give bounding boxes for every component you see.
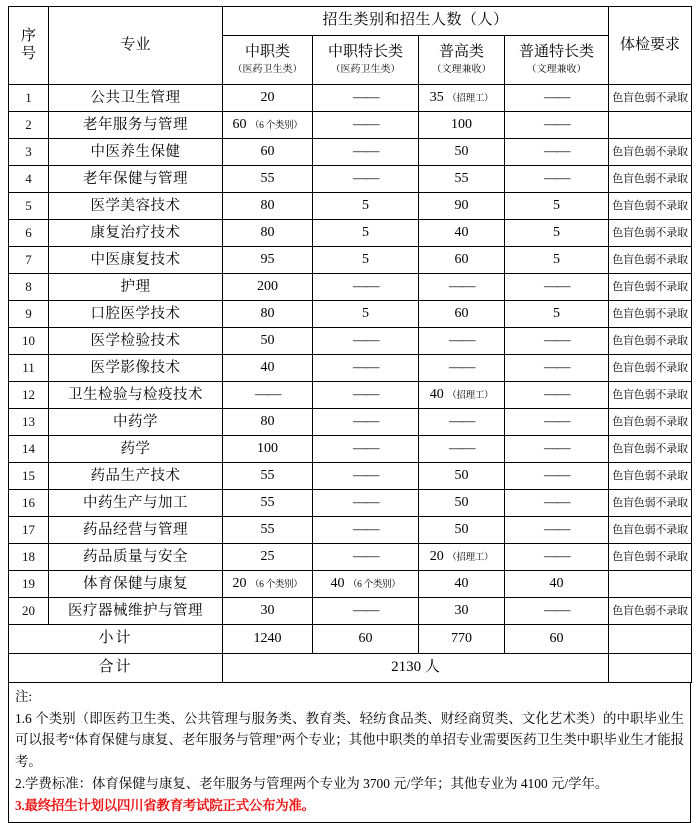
row-sequence: 8 bbox=[9, 274, 49, 301]
subtotal-pugao: 770 bbox=[419, 625, 505, 654]
row-pugao-count-value: 50 bbox=[454, 467, 469, 483]
row-pugao-count-value: 50 bbox=[454, 143, 469, 159]
table-row bbox=[9, 409, 692, 436]
row-zhongzhi-count bbox=[223, 166, 313, 193]
row-sequence: 18 bbox=[9, 544, 49, 571]
row-zhongzhi-count bbox=[223, 328, 313, 355]
header-sequence-line1: 序 bbox=[20, 28, 36, 45]
row-zhongzhi-techang-count bbox=[313, 355, 419, 382]
row-zhongzhi-techang-count-value: 40 bbox=[330, 575, 345, 591]
row-pugao-count-value: 30 bbox=[454, 602, 469, 618]
row-pugao-count bbox=[419, 328, 505, 355]
row-zhongzhi-count bbox=[223, 490, 313, 517]
row-zhongzhi-techang-count-value: —— bbox=[353, 143, 378, 159]
row-putong-techang-count: —— bbox=[505, 355, 609, 382]
row-medical-requirement: 色盲色弱不录取 bbox=[609, 166, 692, 193]
table-row bbox=[9, 517, 692, 544]
row-pugao-count-value: 20 bbox=[429, 548, 444, 564]
row-pugao-count-value: —— bbox=[449, 413, 474, 429]
row-putong-techang-count: —— bbox=[505, 139, 609, 166]
row-pugao-count-value: 40 bbox=[454, 224, 469, 240]
row-zhongzhi-count bbox=[223, 571, 313, 598]
row-medical-requirement bbox=[609, 112, 692, 139]
row-sequence: 15 bbox=[9, 463, 49, 490]
table-row bbox=[9, 301, 692, 328]
header-medical: 体检要求 bbox=[609, 7, 692, 85]
row-sequence: 6 bbox=[9, 220, 49, 247]
row-pugao-count-value: —— bbox=[449, 359, 474, 375]
row-zhongzhi-techang-count-value: —— bbox=[353, 494, 378, 510]
row-zhongzhi-count-value: 25 bbox=[260, 548, 275, 564]
row-zhongzhi-count-value: 95 bbox=[260, 251, 275, 267]
row-putong-techang-count: —— bbox=[505, 382, 609, 409]
row-pugao-count bbox=[419, 355, 505, 382]
row-major-name: 药学 bbox=[49, 436, 223, 463]
row-pugao-count bbox=[419, 517, 505, 544]
header-sequence bbox=[9, 7, 49, 85]
row-zhongzhi-techang-count bbox=[313, 220, 419, 247]
row-zhongzhi-count bbox=[223, 193, 313, 220]
row-putong-techang-count: —— bbox=[505, 517, 609, 544]
row-zhongzhi-techang-count bbox=[313, 328, 419, 355]
row-zhongzhi-count-value: 55 bbox=[260, 170, 275, 186]
header-category-zhongzhi-techang-sub: （医药卫生类） bbox=[330, 64, 401, 75]
row-major-name: 体育保健与康复 bbox=[49, 571, 223, 598]
row-medical-requirement: 色盲色弱不录取 bbox=[609, 598, 692, 625]
table-row bbox=[9, 463, 692, 490]
row-zhongzhi-count bbox=[223, 220, 313, 247]
row-sequence: 3 bbox=[9, 139, 49, 166]
row-sequence: 1 bbox=[9, 85, 49, 112]
subtotal-medical bbox=[609, 625, 692, 654]
row-zhongzhi-techang-count bbox=[313, 247, 419, 274]
row-sequence: 4 bbox=[9, 166, 49, 193]
note-item-2: 2.学费标准：体育保健与康复、老年服务与管理两个专业为 3700 元/学年；其他专业为 4100 元/学年。 bbox=[15, 775, 609, 791]
row-zhongzhi-techang-count-value: —— bbox=[353, 116, 378, 132]
row-sequence: 7 bbox=[9, 247, 49, 274]
row-putong-techang-count: —— bbox=[505, 436, 609, 463]
row-zhongzhi-count-value: 60 bbox=[260, 143, 275, 159]
row-putong-techang-count: 5 bbox=[505, 220, 609, 247]
row-pugao-count bbox=[419, 382, 505, 409]
row-sequence: 10 bbox=[9, 328, 49, 355]
row-medical-requirement: 色盲色弱不录取 bbox=[609, 301, 692, 328]
row-pugao-count bbox=[419, 544, 505, 571]
row-zhongzhi-count-value: 40 bbox=[260, 359, 275, 375]
row-zhongzhi-techang-count-value: —— bbox=[353, 89, 378, 105]
row-medical-requirement: 色盲色弱不录取 bbox=[609, 220, 692, 247]
row-pugao-count bbox=[419, 274, 505, 301]
row-major-name: 药品经营与管理 bbox=[49, 517, 223, 544]
header-major: 专业 bbox=[49, 7, 223, 85]
row-pugao-count-value: 60 bbox=[454, 251, 469, 267]
row-medical-requirement: 色盲色弱不录取 bbox=[609, 544, 692, 571]
row-pugao-count-value: 55 bbox=[454, 170, 469, 186]
row-zhongzhi-techang-count bbox=[313, 598, 419, 625]
table-row bbox=[9, 85, 692, 112]
row-medical-requirement: 色盲色弱不录取 bbox=[609, 409, 692, 436]
row-sequence: 14 bbox=[9, 436, 49, 463]
row-pugao-count-value: 50 bbox=[454, 521, 469, 537]
row-medical-requirement: 色盲色弱不录取 bbox=[609, 193, 692, 220]
header-category-zhongzhi-main: 中职类 bbox=[244, 43, 290, 60]
row-putong-techang-count: —— bbox=[505, 463, 609, 490]
row-zhongzhi-techang-count bbox=[313, 544, 419, 571]
row-zhongzhi-count bbox=[223, 301, 313, 328]
subtotal-putong-techang: 60 bbox=[505, 625, 609, 654]
row-pugao-count bbox=[419, 220, 505, 247]
row-putong-techang-count: —— bbox=[505, 490, 609, 517]
row-pugao-count bbox=[419, 301, 505, 328]
row-zhongzhi-count-value: 30 bbox=[260, 602, 275, 618]
table-row bbox=[9, 490, 692, 517]
notes-block bbox=[8, 682, 691, 823]
header-category-putong-techang-sub: （文理兼收） bbox=[526, 64, 587, 75]
header-category-putong-techang-main: 普通特长类 bbox=[519, 43, 595, 60]
row-major-name: 医学检验技术 bbox=[49, 328, 223, 355]
row-zhongzhi-techang-count-value: —— bbox=[353, 548, 378, 564]
row-pugao-count-value: 50 bbox=[454, 494, 469, 510]
grand-total-value: 2130 人 bbox=[223, 654, 609, 683]
table-row bbox=[9, 139, 692, 166]
row-zhongzhi-techang-count-value: —— bbox=[353, 170, 378, 186]
table-row bbox=[9, 247, 692, 274]
row-major-name: 医学美容技术 bbox=[49, 193, 223, 220]
row-zhongzhi-techang-count bbox=[313, 382, 419, 409]
row-putong-techang-count: —— bbox=[505, 112, 609, 139]
row-pugao-count-value: 90 bbox=[454, 197, 469, 213]
row-medical-requirement: 色盲色弱不录取 bbox=[609, 517, 692, 544]
row-zhongzhi-count bbox=[223, 355, 313, 382]
row-zhongzhi-count-value: 80 bbox=[260, 197, 275, 213]
row-zhongzhi-techang-count bbox=[313, 139, 419, 166]
row-sequence: 5 bbox=[9, 193, 49, 220]
subtotal-row bbox=[9, 625, 692, 654]
row-pugao-count-value: 40 bbox=[429, 386, 444, 402]
header-category-pugao bbox=[419, 36, 505, 85]
notes-heading: 注: bbox=[15, 689, 33, 704]
row-pugao-count bbox=[419, 598, 505, 625]
header-category-putong-techang bbox=[505, 36, 609, 85]
row-zhongzhi-count-value: 80 bbox=[260, 224, 275, 240]
row-major-name: 中药学 bbox=[49, 409, 223, 436]
row-zhongzhi-count-value: 20 bbox=[260, 89, 275, 105]
table-footer bbox=[9, 625, 692, 683]
row-zhongzhi-count bbox=[223, 247, 313, 274]
row-zhongzhi-techang-count bbox=[313, 112, 419, 139]
row-pugao-count-qualifier: （招理工） bbox=[447, 552, 494, 563]
table-row bbox=[9, 544, 692, 571]
row-zhongzhi-techang-count-value: 5 bbox=[362, 197, 369, 213]
row-zhongzhi-techang-count-value: 5 bbox=[362, 305, 369, 321]
row-medical-requirement: 色盲色弱不录取 bbox=[609, 436, 692, 463]
row-zhongzhi-count-value: 80 bbox=[260, 413, 275, 429]
row-major-name: 护理 bbox=[49, 274, 223, 301]
table-row bbox=[9, 274, 692, 301]
row-pugao-count-value: —— bbox=[449, 332, 474, 348]
row-zhongzhi-count-value: —— bbox=[255, 386, 280, 402]
row-zhongzhi-techang-count bbox=[313, 517, 419, 544]
row-sequence: 19 bbox=[9, 571, 49, 598]
row-putong-techang-count: —— bbox=[505, 85, 609, 112]
row-zhongzhi-techang-count-qualifier: （6 个类别） bbox=[347, 579, 401, 590]
row-putong-techang-count: —— bbox=[505, 328, 609, 355]
row-zhongzhi-techang-count-value: 5 bbox=[362, 224, 369, 240]
row-pugao-count-value: 40 bbox=[454, 575, 469, 591]
row-medical-requirement: 色盲色弱不录取 bbox=[609, 355, 692, 382]
row-zhongzhi-count-value: 60 bbox=[232, 116, 247, 132]
row-pugao-count-value: 60 bbox=[454, 305, 469, 321]
row-zhongzhi-count-value: 55 bbox=[260, 521, 275, 537]
row-major-name: 医疗器械维护与管理 bbox=[49, 598, 223, 625]
header-sequence-line2: 号 bbox=[20, 45, 36, 62]
row-pugao-count-value: —— bbox=[449, 278, 474, 294]
row-pugao-count bbox=[419, 571, 505, 598]
row-pugao-count bbox=[419, 436, 505, 463]
row-zhongzhi-techang-count-value: —— bbox=[353, 602, 378, 618]
row-pugao-count bbox=[419, 166, 505, 193]
row-zhongzhi-techang-count bbox=[313, 463, 419, 490]
table-body bbox=[9, 85, 692, 625]
row-zhongzhi-count-value: 80 bbox=[260, 305, 275, 321]
row-zhongzhi-techang-count bbox=[313, 571, 419, 598]
row-zhongzhi-techang-count bbox=[313, 490, 419, 517]
row-zhongzhi-techang-count bbox=[313, 436, 419, 463]
row-sequence: 12 bbox=[9, 382, 49, 409]
row-sequence: 2 bbox=[9, 112, 49, 139]
row-medical-requirement: 色盲色弱不录取 bbox=[609, 274, 692, 301]
header-category-pugao-sub: （文理兼收） bbox=[431, 64, 492, 75]
table-row bbox=[9, 571, 692, 598]
note-item-1: 1.6 个类别（即医药卫生类、公共管理与服务类、教育类、轻纺食品类、财经商贸类、文化艺术类）的中职毕业生可以报考“体育保健与康复、老年服务与管理”两个专业；其他中职类的单招专业需要医药卫生类中职毕业生才能报考。 bbox=[15, 710, 684, 770]
row-pugao-count bbox=[419, 193, 505, 220]
row-zhongzhi-count-qualifier: （6 个类别） bbox=[249, 120, 303, 131]
row-sequence: 11 bbox=[9, 355, 49, 382]
grand-total-label: 合计 bbox=[9, 654, 223, 683]
row-medical-requirement: 色盲色弱不录取 bbox=[609, 85, 692, 112]
row-zhongzhi-techang-count-value: —— bbox=[353, 440, 378, 456]
subtotal-zhongzhi-techang: 60 bbox=[313, 625, 419, 654]
row-zhongzhi-techang-count-value: —— bbox=[353, 386, 378, 402]
row-zhongzhi-count bbox=[223, 85, 313, 112]
row-zhongzhi-techang-count-value: —— bbox=[353, 332, 378, 348]
table-row bbox=[9, 220, 692, 247]
row-major-name: 中医康复技术 bbox=[49, 247, 223, 274]
row-major-name: 卫生检验与检疫技术 bbox=[49, 382, 223, 409]
enrollment-plan-table bbox=[8, 6, 692, 683]
row-zhongzhi-count bbox=[223, 517, 313, 544]
row-putong-techang-count: 5 bbox=[505, 301, 609, 328]
row-major-name: 药品生产技术 bbox=[49, 463, 223, 490]
table-row bbox=[9, 328, 692, 355]
row-medical-requirement: 色盲色弱不录取 bbox=[609, 490, 692, 517]
row-putong-techang-count: —— bbox=[505, 274, 609, 301]
row-sequence: 13 bbox=[9, 409, 49, 436]
row-zhongzhi-count bbox=[223, 409, 313, 436]
row-major-name: 老年保健与管理 bbox=[49, 166, 223, 193]
row-major-name: 康复治疗技术 bbox=[49, 220, 223, 247]
header-row-top bbox=[9, 7, 692, 36]
row-major-name: 老年服务与管理 bbox=[49, 112, 223, 139]
row-zhongzhi-techang-count-value: —— bbox=[353, 359, 378, 375]
row-putong-techang-count: —— bbox=[505, 409, 609, 436]
row-putong-techang-count: 5 bbox=[505, 247, 609, 274]
row-putong-techang-count: —— bbox=[505, 166, 609, 193]
row-zhongzhi-techang-count bbox=[313, 85, 419, 112]
row-major-name: 中医养生保健 bbox=[49, 139, 223, 166]
row-zhongzhi-techang-count bbox=[313, 193, 419, 220]
table-row bbox=[9, 436, 692, 463]
row-zhongzhi-techang-count-value: —— bbox=[353, 413, 378, 429]
row-major-name: 医学影像技术 bbox=[49, 355, 223, 382]
header-category-zhongzhi-techang bbox=[313, 36, 419, 85]
table-row bbox=[9, 355, 692, 382]
row-pugao-count-value: 35 bbox=[429, 89, 444, 105]
table-header bbox=[9, 7, 692, 85]
row-zhongzhi-count bbox=[223, 382, 313, 409]
row-zhongzhi-techang-count bbox=[313, 274, 419, 301]
row-medical-requirement: 色盲色弱不录取 bbox=[609, 463, 692, 490]
row-pugao-count bbox=[419, 247, 505, 274]
row-putong-techang-count: 40 bbox=[505, 571, 609, 598]
table-row bbox=[9, 112, 692, 139]
row-zhongzhi-count bbox=[223, 112, 313, 139]
row-pugao-count-value: 100 bbox=[451, 116, 472, 132]
row-zhongzhi-techang-count-value: —— bbox=[353, 521, 378, 537]
header-category-zhongzhi bbox=[223, 36, 313, 85]
row-major-name: 中药生产与加工 bbox=[49, 490, 223, 517]
row-zhongzhi-count bbox=[223, 274, 313, 301]
row-pugao-count-qualifier: （招理工） bbox=[447, 390, 494, 401]
row-sequence: 17 bbox=[9, 517, 49, 544]
note-item-3: 3.最终招生计划以四川省教育考试院正式公布为准。 bbox=[15, 797, 315, 813]
header-category-zhongzhi-sub: （医药卫生类） bbox=[232, 64, 303, 75]
row-putong-techang-count: —— bbox=[505, 544, 609, 571]
row-zhongzhi-techang-count bbox=[313, 166, 419, 193]
row-sequence: 16 bbox=[9, 490, 49, 517]
row-zhongzhi-count-value: 55 bbox=[260, 467, 275, 483]
row-medical-requirement: 色盲色弱不录取 bbox=[609, 328, 692, 355]
row-medical-requirement bbox=[609, 571, 692, 598]
table-row bbox=[9, 382, 692, 409]
row-pugao-count-qualifier: （招理工） bbox=[447, 93, 494, 104]
subtotal-zhongzhi: 1240 bbox=[223, 625, 313, 654]
row-pugao-count bbox=[419, 463, 505, 490]
grand-total-row bbox=[9, 654, 692, 683]
row-pugao-count bbox=[419, 490, 505, 517]
row-zhongzhi-count-qualifier: （6 个类别） bbox=[249, 579, 303, 590]
row-medical-requirement: 色盲色弱不录取 bbox=[609, 382, 692, 409]
row-major-name: 口腔医学技术 bbox=[49, 301, 223, 328]
row-zhongzhi-count bbox=[223, 598, 313, 625]
row-medical-requirement: 色盲色弱不录取 bbox=[609, 139, 692, 166]
row-sequence: 20 bbox=[9, 598, 49, 625]
row-zhongzhi-count-value: 55 bbox=[260, 494, 275, 510]
row-major-name: 药品质量与安全 bbox=[49, 544, 223, 571]
header-category-zhongzhi-techang-main: 中职特长类 bbox=[327, 43, 403, 60]
row-zhongzhi-techang-count bbox=[313, 301, 419, 328]
row-pugao-count bbox=[419, 85, 505, 112]
row-zhongzhi-techang-count-value: 5 bbox=[362, 251, 369, 267]
table-row bbox=[9, 166, 692, 193]
header-category-group: 招生类别和招生人数（人） bbox=[223, 7, 609, 36]
row-zhongzhi-count-value: 50 bbox=[260, 332, 275, 348]
row-zhongzhi-count bbox=[223, 463, 313, 490]
row-putong-techang-count: 5 bbox=[505, 193, 609, 220]
table-row bbox=[9, 598, 692, 625]
row-medical-requirement: 色盲色弱不录取 bbox=[609, 247, 692, 274]
row-zhongzhi-techang-count-value: —— bbox=[353, 467, 378, 483]
row-pugao-count bbox=[419, 139, 505, 166]
row-major-name: 公共卫生管理 bbox=[49, 85, 223, 112]
row-zhongzhi-count bbox=[223, 544, 313, 571]
header-category-pugao-main: 普高类 bbox=[438, 43, 484, 60]
row-zhongzhi-count-value: 20 bbox=[232, 575, 247, 591]
row-zhongzhi-count bbox=[223, 139, 313, 166]
row-pugao-count bbox=[419, 409, 505, 436]
grand-total-medical bbox=[609, 654, 692, 683]
row-zhongzhi-count-value: 100 bbox=[257, 440, 278, 456]
row-pugao-count bbox=[419, 112, 505, 139]
table-row bbox=[9, 193, 692, 220]
row-zhongzhi-techang-count bbox=[313, 409, 419, 436]
row-sequence: 9 bbox=[9, 301, 49, 328]
row-zhongzhi-count-value: 200 bbox=[257, 278, 278, 294]
row-pugao-count-value: —— bbox=[449, 440, 474, 456]
subtotal-label: 小计 bbox=[9, 625, 223, 654]
row-zhongzhi-count bbox=[223, 436, 313, 463]
row-putong-techang-count: —— bbox=[505, 598, 609, 625]
row-zhongzhi-techang-count-value: —— bbox=[353, 278, 378, 294]
